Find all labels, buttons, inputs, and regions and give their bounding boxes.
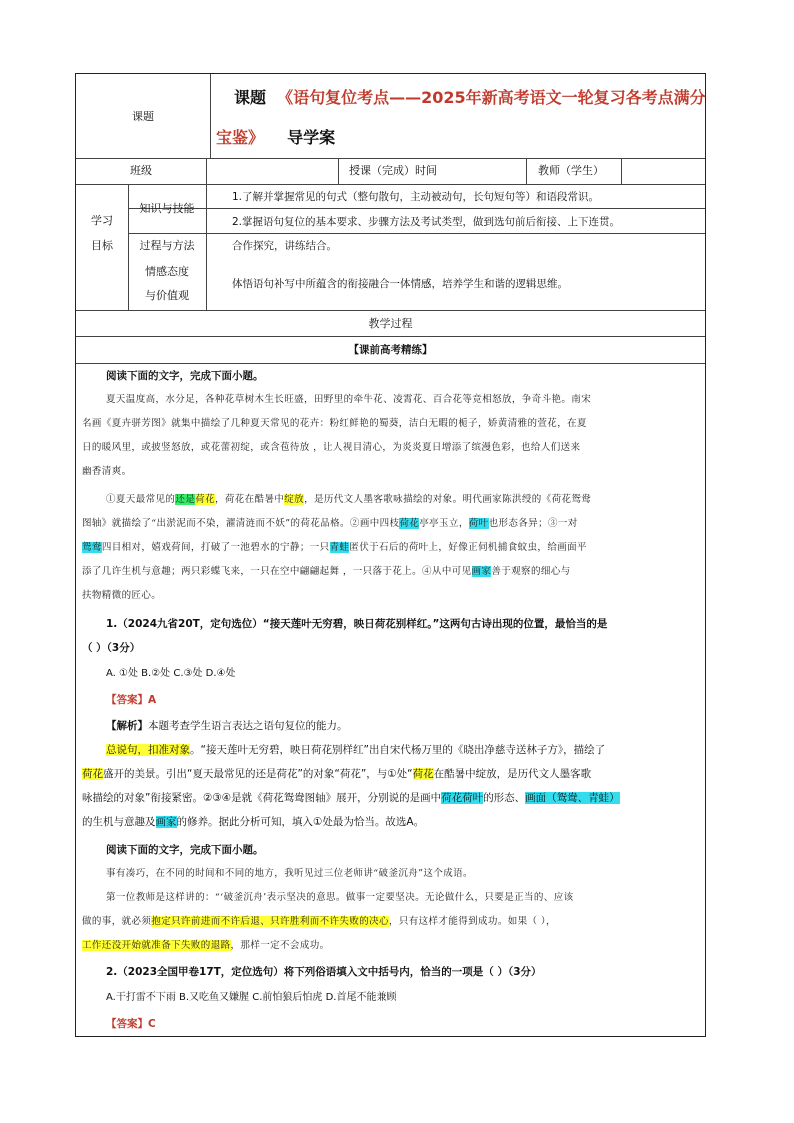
text: ，只有这样才能得到成功。如果（ ）， xyxy=(388,916,556,927)
time-label: 授课（完成）时间 xyxy=(349,164,437,177)
teacher-label: 教师（学生） xyxy=(538,164,604,177)
subsection-title: 【课前高考精练】 xyxy=(348,344,433,356)
passage-line: 幽香清爽。 xyxy=(82,466,132,477)
highlight: 荷花 xyxy=(412,768,434,780)
analysis-line xyxy=(82,810,700,834)
highlight: 荷花荷叶 xyxy=(441,792,484,804)
analysis-line xyxy=(82,786,700,810)
analysis-label: 【解析】 xyxy=(106,720,148,732)
passage-intro: 阅读下面的文字，完成下面小题。 xyxy=(106,844,264,856)
text: 图轴》就描绘了“出淤泥而不染，濯清涟而不妖”的荷花品格。②画中四枝 xyxy=(82,518,400,529)
lesson-plan-table xyxy=(75,73,706,1037)
row-divider xyxy=(76,158,705,159)
text: 添了几许生机与意趣；两只彩蝶飞来，一只在空中翩翩起舞 ，一只落于花上。④从中可见 xyxy=(82,566,472,577)
objectives-label-2: 目标 xyxy=(91,239,113,252)
page-title-cont xyxy=(216,128,335,148)
text: 也形态各异；③一对 xyxy=(488,518,578,529)
passage-line xyxy=(106,488,700,512)
highlight: 荷花 xyxy=(195,494,215,505)
objective-line: 2.掌握语句复位的基本要求、步骤方法及考试类型，做到选句前后衔接、上下连贯。 xyxy=(232,216,621,228)
question-stem: 2.（2023全国甲卷17T，定位选句）将下列俗语填入文中括号内，恰当的一项是（ ）（3分） xyxy=(106,966,542,978)
page-title xyxy=(234,88,706,108)
title-cont: 宝鉴》 xyxy=(216,128,265,147)
class-label: 班级 xyxy=(130,164,152,177)
text: ，那样一定不会成功。 xyxy=(230,940,330,951)
highlight: 还是 xyxy=(175,494,196,505)
highlight: 画家 xyxy=(471,566,492,577)
text: 盛开的美景。引出“夏天最常见的还是荷花”的对象“荷花”，与①处“ xyxy=(103,768,413,780)
passage-line xyxy=(82,560,700,584)
title-prefix: 课题 xyxy=(234,88,267,107)
text: 亭亭玉立， xyxy=(419,518,469,529)
text: 四目相对，嬉戏荷间，打破了一池碧水的宁静；一只 xyxy=(101,542,330,553)
section-title: 教学过程 xyxy=(368,317,413,330)
objective-name-emotion-2: 与价值观 xyxy=(145,289,189,302)
passage-line xyxy=(82,910,700,934)
text: ，荷花在酷暑中 xyxy=(214,494,285,505)
answer: 【答案】A xyxy=(106,694,157,706)
col-divider xyxy=(206,184,207,310)
row-divider xyxy=(76,310,705,311)
row-divider xyxy=(128,208,705,209)
passage-line: 夏天温度高，水分足，各种花草树木生长旺盛，田野里的牵牛花、凌霄花、百合花等竞相怒放，争奇斗艳。南宋 xyxy=(106,394,592,405)
answer: 【答案】C xyxy=(106,1018,156,1030)
passage-intro: 阅读下面的文字，完成下面小题。 xyxy=(106,370,264,382)
text: 本题考查学生语言表达之语句复位的能力。 xyxy=(148,720,348,732)
objective-line: 1.了解并掌握常见的句式（整句散句，主动被动句，长句短句等）和语段常识。 xyxy=(232,191,600,203)
text: 的形态、 xyxy=(483,792,526,804)
highlight: 青蛙 xyxy=(329,542,350,553)
text: 的生机与意趣及 xyxy=(82,816,156,828)
analysis-line xyxy=(106,738,700,762)
highlight: 工作还没开始就准备下失败的退路 xyxy=(82,940,231,951)
passage-line: 日的暖风里，或披竖怒放，或花蕾初绽，或含苞待放 ，让人视目清心，为炎炎夏日增添了缤漫色彩，也给人们送来 xyxy=(82,442,581,453)
objectives-label-1: 学习 xyxy=(91,214,113,227)
col-divider xyxy=(206,158,207,184)
question-stem-cont: （ ）（3分） xyxy=(82,642,141,654)
row-divider xyxy=(128,233,705,234)
text: 在酷暑中绽放，是历代文人墨客歌 xyxy=(433,768,592,780)
text: 匿伏于石后的荷叶上，好像正伺机捕食蚊虫，给画面平 xyxy=(349,542,587,553)
highlight: 荷花 xyxy=(82,768,103,780)
text: 。“接天莲叶无穷碧，映日荷花别样红”出自宋代杨万里的《晓出净慈寺送林子方》，描绘了 xyxy=(190,744,606,756)
row-divider xyxy=(76,184,705,185)
text: 的修养。据此分析可知，填入①处最为恰当。故选A。 xyxy=(176,816,425,828)
objective-name-emotion-1: 情感态度 xyxy=(145,265,189,278)
title-main: 《语句复位考点——2025年新高考语文一轮复习各考点满分 xyxy=(277,88,706,107)
passage-line: 事有凑巧，在不同的时间和不同的地方，我听见过三位老师讲“破釜沉舟”这个成语。 xyxy=(106,868,473,879)
question-options: A.干打雷不下雨 B.又吃鱼又嫌腥 C.前怕狼后怕虎 D.首尾不能兼顾 xyxy=(106,992,397,1003)
highlight: 鸳鸯 xyxy=(82,542,102,553)
passage-line: 扶物精微的匠心。 xyxy=(82,590,162,601)
passage-line: 第一位教师是这样讲的：“‘破釜沉舟’表示坚决的意思。做事一定要坚决。无论做什么，只要是正当的、应该 xyxy=(106,892,574,903)
highlight: 总说句，扣准对象 xyxy=(106,744,190,756)
objective-line: 合作探究，讲练结合。 xyxy=(232,240,337,252)
text: 做的事，就必须 xyxy=(82,916,152,927)
col-divider xyxy=(621,158,622,184)
objective-line: 体悟语句补写中所蕴含的衔接融合一体情感，培养学生和谐的逻辑思维。 xyxy=(232,278,568,290)
question-options: A. ①处 B.②处 C.③处 D.④处 xyxy=(106,668,236,679)
passage-line xyxy=(82,512,700,536)
objective-name-knowledge: 知识与技能 xyxy=(139,202,195,215)
highlight: 画面（鸳鸯、青蛙） xyxy=(525,792,620,804)
text: ①夏天最常见的 xyxy=(106,494,176,505)
analysis-line xyxy=(82,762,700,786)
highlight: 荷叶 xyxy=(468,518,489,529)
question-stem: 1.（2024九省20T，定句选位）“接天莲叶无穷碧，映日荷花别样红。”这两句古诗出现的位置，最恰当的是 xyxy=(106,618,608,630)
text: ，是历代文人墨客歌咏描绘的对象。明代画家陈洪绶的《荷花鸳鸯 xyxy=(304,494,592,505)
col-divider xyxy=(210,74,211,158)
text: 善于观察的细心与 xyxy=(491,566,571,577)
text: 咏描绘的对象”衔接紧密。②③④是就《荷花鸳鸯图轴》展开，分别说的是画中 xyxy=(82,792,442,804)
analysis xyxy=(106,714,724,738)
highlight: 绽放 xyxy=(284,494,305,505)
highlight: 抱定只许前进而不许后退、只许胜利而不许失败的决心 xyxy=(151,916,389,927)
highlight: 荷花 xyxy=(399,518,420,529)
passage-line xyxy=(82,536,700,560)
title-suffix: 导学案 xyxy=(287,128,336,147)
row-divider xyxy=(76,336,705,337)
topic-label: 课题 xyxy=(132,110,154,123)
highlight: 画家 xyxy=(155,816,177,828)
passage-line xyxy=(82,934,700,958)
objective-name-process: 过程与方法 xyxy=(139,239,195,252)
passage-line: 名画《夏卉骈芳图》就集中描绘了几种夏天常见的花卉：粉红鲜艳的蜀葵，洁白无暇的栀子，娇黄清雅的萱花，在夏 xyxy=(82,418,587,429)
